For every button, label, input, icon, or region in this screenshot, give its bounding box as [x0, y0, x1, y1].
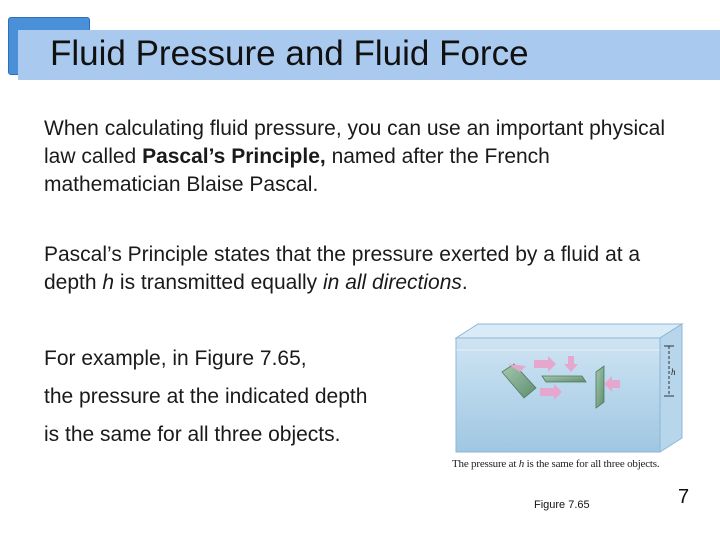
depth-label: h [671, 367, 676, 377]
caption-depth-variable: h [518, 458, 525, 470]
statement-text-mid: is transmitted equally [114, 271, 324, 294]
figure-label: Figure 7.65 [534, 499, 590, 511]
statement-text: Pascal’s Principle states that the pressure exerted by a fluid at a depth [44, 243, 641, 294]
pascal-principle-term: Pascal’s Principle, [142, 145, 326, 168]
depth-variable: h [102, 271, 115, 294]
slide-title: Fluid Pressure and Fluid Force [50, 34, 529, 73]
caption-text-end: is the same for all three objects. [524, 458, 660, 470]
paragraph-example [44, 340, 434, 454]
intro-text: When calculating fluid pressure, you can use an important physical law called [44, 117, 665, 168]
statement-text-end: . [461, 271, 468, 294]
intro-text-end: named after the French mathematician Blaise Pascal. [44, 145, 550, 196]
figure-water-tank [444, 320, 690, 460]
all-directions-term: in all directions [323, 271, 462, 294]
paragraph-pascal-intro [44, 115, 684, 199]
example-line-2: the pressure at the indicated depth [44, 385, 368, 408]
example-line-3: is the same for all three objects. [44, 423, 341, 446]
paragraph-pascal-statement [44, 241, 694, 297]
water-tank [456, 324, 682, 452]
page-number: 7 [678, 486, 690, 508]
caption-text: The pressure at [452, 458, 519, 470]
example-line-1: For example, in Figure 7.65, [44, 347, 307, 370]
figure-caption [452, 458, 672, 470]
